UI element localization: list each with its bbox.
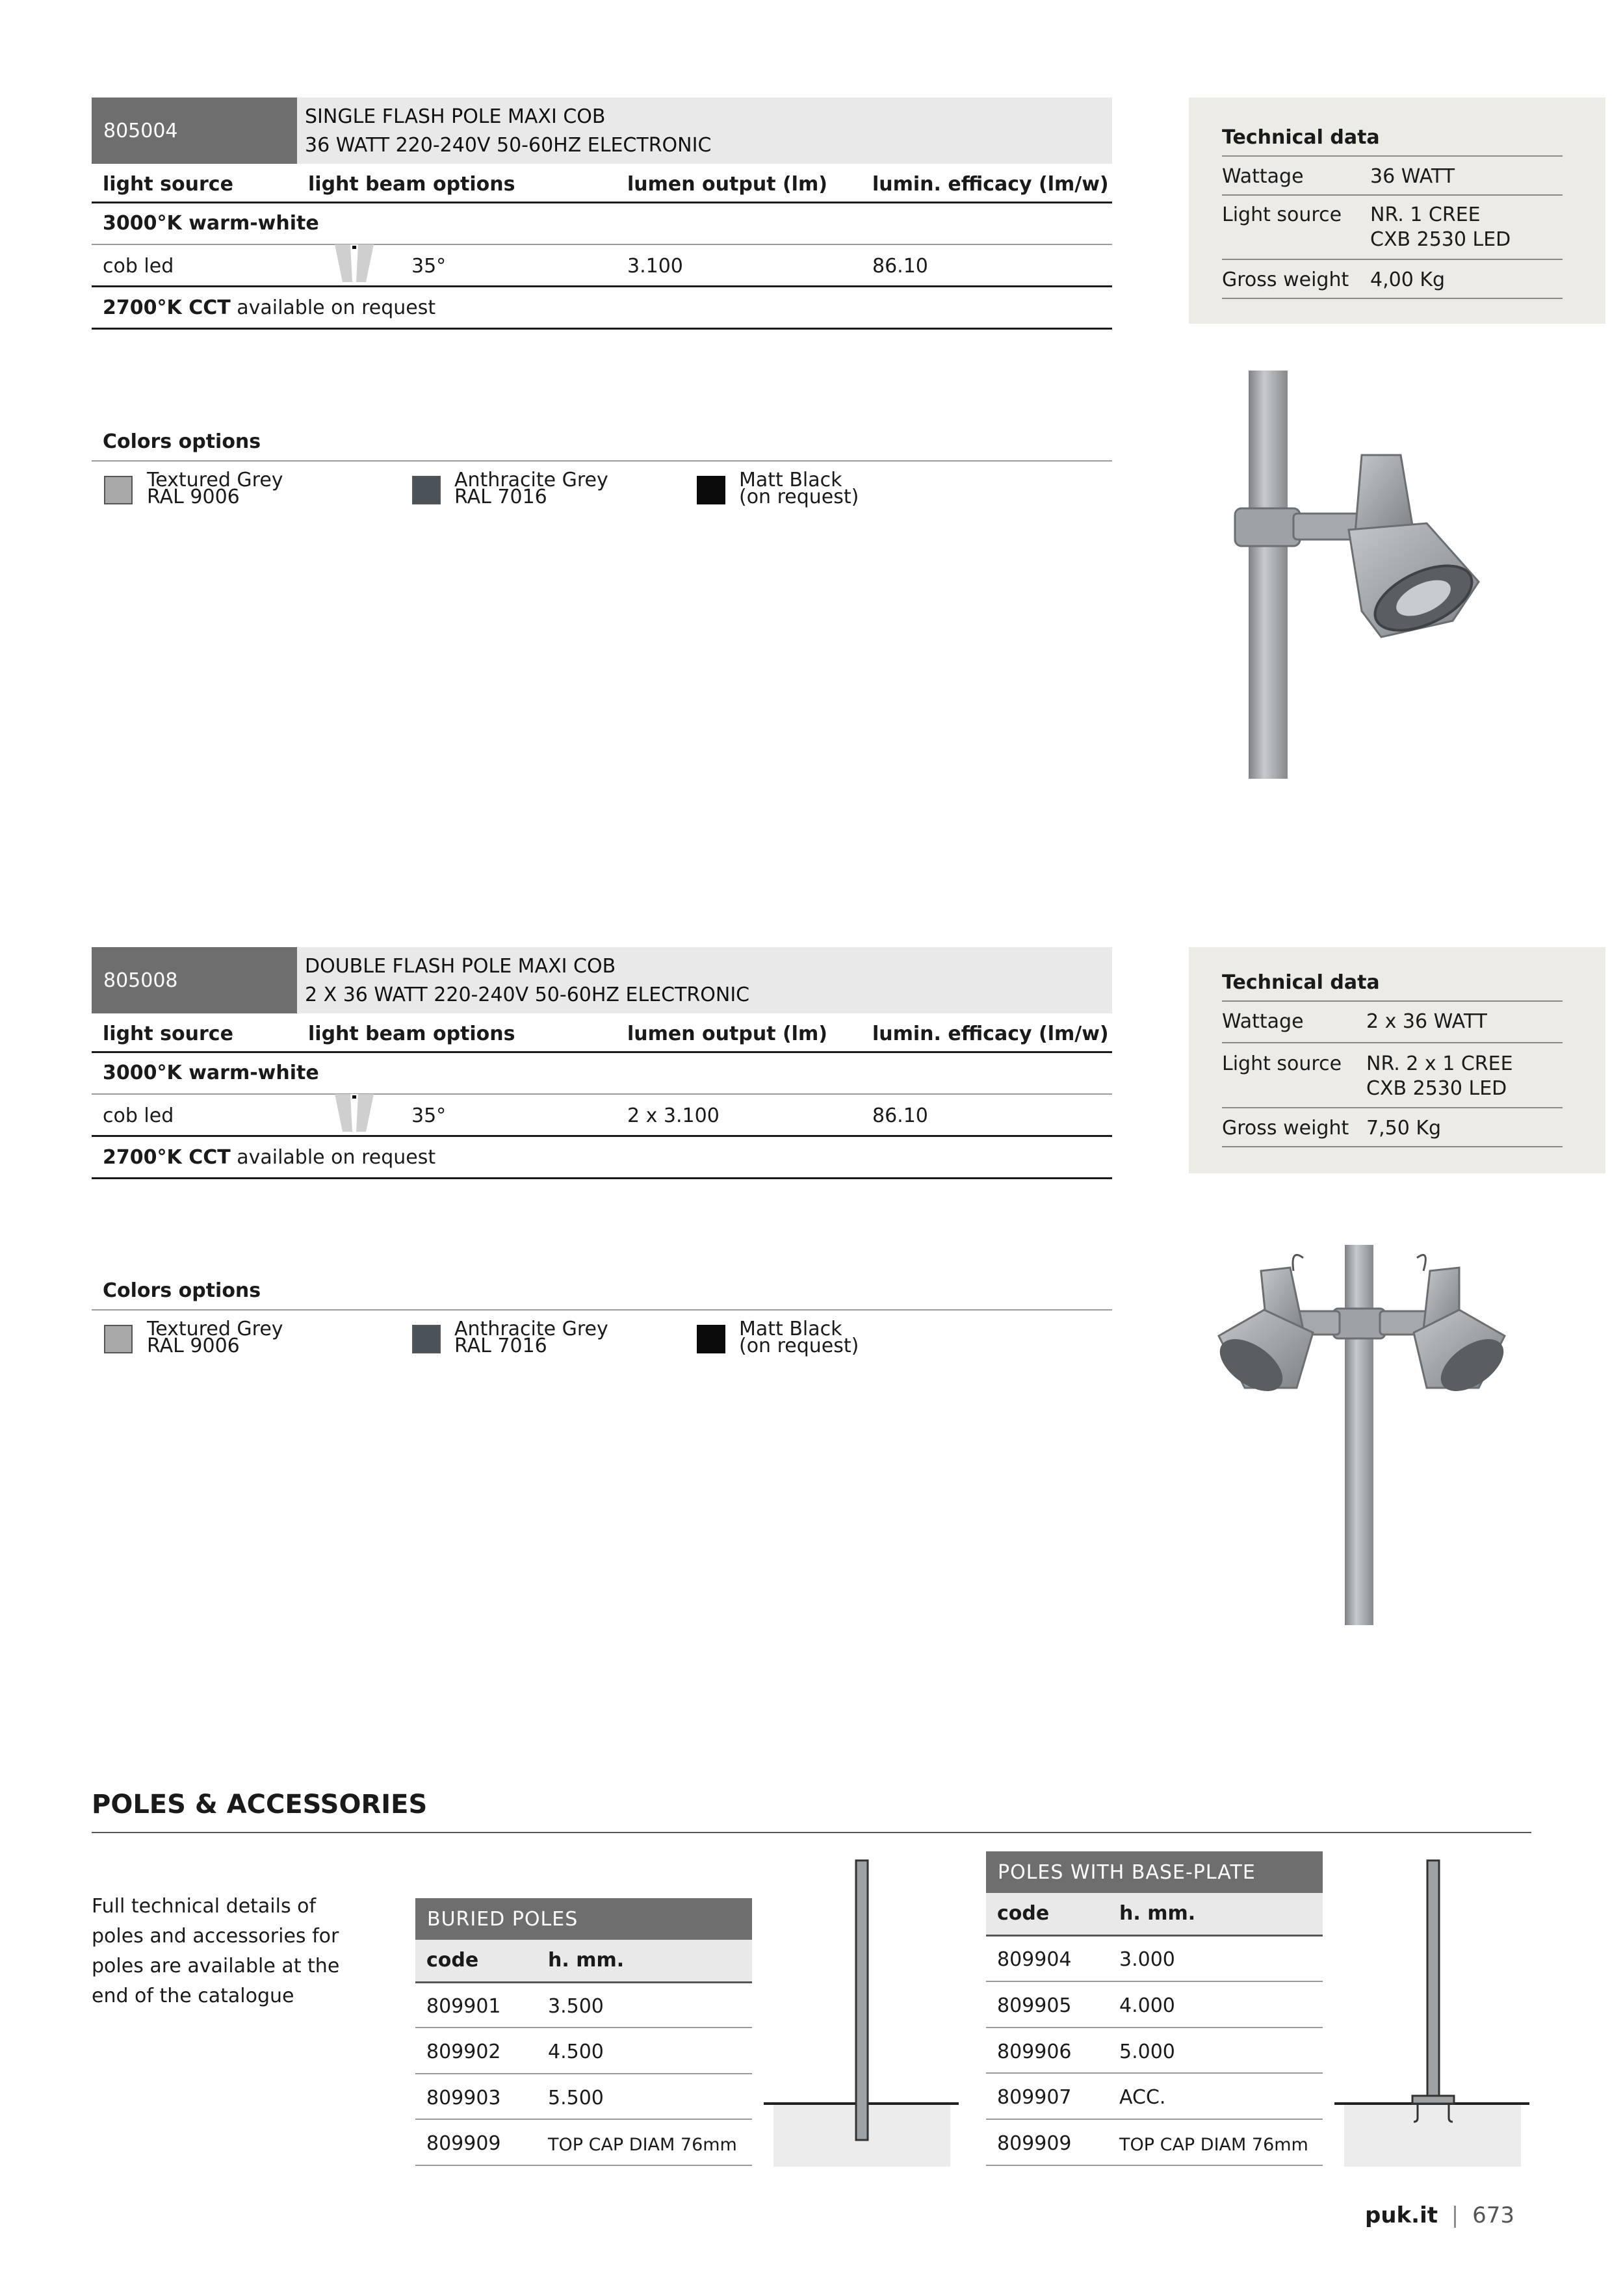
tech-label: Gross weight (1222, 268, 1349, 291)
color-code: RAL 7016 (454, 486, 547, 508)
divider (986, 2072, 1323, 2074)
lumen-value: 2 x 3.100 (627, 1104, 720, 1127)
color-swatch-anthracite-grey (412, 1325, 441, 1353)
page-number: 673 (1472, 2202, 1514, 2228)
tech-value: 7,50 Kg (1366, 1117, 1442, 1140)
col-height: h. mm. (548, 1949, 625, 1972)
tech-value: 2 x 36 WATT (1366, 1010, 1487, 1033)
divider (92, 460, 1112, 462)
tech-label: Gross weight (1222, 1117, 1349, 1140)
product-title-box (297, 98, 1112, 164)
beam-angle-icon (335, 1094, 374, 1132)
technical-data-title: Technical data (1222, 971, 1380, 994)
divider (1222, 298, 1563, 299)
col-code: code (997, 1902, 1050, 1925)
divider (92, 244, 1112, 245)
divider (1222, 259, 1563, 260)
footer-separator: | (1451, 2202, 1459, 2228)
product-title: DOUBLE FLASH POLE MAXI COB (305, 955, 616, 978)
table-cell: 5.000 (1119, 2041, 1175, 2063)
efficacy-value: 86.10 (872, 255, 928, 278)
group-label: 3000°K warm-white (103, 1062, 319, 1084)
tech-value-line2: CXB 2530 LED (1370, 228, 1511, 251)
col-light-source: light source (103, 1023, 233, 1045)
divider (986, 2119, 1323, 2120)
color-code: RAL 7016 (454, 1335, 547, 1357)
colors-title: Colors options (103, 430, 261, 453)
intro-line: Full technical details of (92, 1895, 317, 1918)
col-efficacy: lumin. efficacy (lm/w) (872, 173, 1109, 196)
cct-note-bold: 2700°K CCT (103, 296, 231, 319)
divider (92, 202, 1112, 203)
cct-note (103, 1145, 435, 1171)
table-cell: 809909 (997, 2132, 1072, 2155)
table-cell: 809907 (997, 2086, 1072, 2109)
poles-heading: POLES & ACCESSORIES (92, 1790, 428, 1820)
col-beam: light beam options (308, 1023, 515, 1045)
table-cell: 809903 (426, 2087, 501, 2109)
divider (415, 2073, 752, 2074)
poles-intro (92, 1892, 339, 2011)
divider (1222, 1107, 1563, 1108)
tech-label: Light source (1222, 203, 1342, 226)
cct-note (103, 295, 435, 321)
table-cell: 5.500 (548, 2087, 604, 2109)
divider (986, 2027, 1323, 2028)
divider (1222, 194, 1563, 196)
single-flash-pole-image (1222, 364, 1495, 780)
table-cell: TOP CAP DIAM 76mm (1119, 2135, 1308, 2155)
source-value: cob led (103, 1104, 174, 1127)
color-name: Anthracite Grey (454, 1318, 608, 1340)
col-lumen: lumen output (lm) (627, 173, 827, 196)
color-swatch-anthracite-grey (412, 476, 441, 504)
divider (1222, 1042, 1563, 1043)
table-cell: ACC. (1119, 2086, 1166, 2109)
product-subtitle: 2 X 36 WATT 220-240V 50-60HZ ELECTRONIC (305, 984, 750, 1006)
tech-label: Wattage (1222, 165, 1304, 188)
double-flash-pole-image (1206, 1238, 1518, 1628)
divider (92, 1051, 1112, 1053)
tech-label: Wattage (1222, 1010, 1304, 1033)
color-name: Matt Black (739, 469, 842, 491)
color-code: (on request) (739, 1335, 859, 1357)
col-beam: light beam options (308, 173, 515, 196)
divider (92, 1093, 1112, 1095)
divider (986, 1981, 1323, 1982)
col-lumen: lumen output (lm) (627, 1023, 827, 1045)
col-code: code (426, 1949, 479, 1972)
source-value: cob led (103, 255, 174, 278)
table-cell: 809901 (426, 1995, 501, 2018)
divider (92, 1309, 1112, 1311)
technical-data-box (1189, 98, 1605, 324)
divider (415, 2027, 752, 2028)
divider (415, 1981, 752, 1983)
product-code: 805004 (92, 98, 297, 164)
tech-value: 36 WATT (1370, 165, 1455, 188)
tech-value: NR. 2 x 1 CREE (1366, 1052, 1513, 1075)
beam-value: 35° (411, 255, 447, 278)
color-name: Textured Grey (147, 469, 283, 491)
table-cell: 809904 (997, 1948, 1072, 1971)
buried-poles-title: BURIED POLES (415, 1898, 752, 1940)
lumen-value: 3.100 (627, 255, 683, 278)
col-height: h. mm. (1119, 1902, 1196, 1925)
divider (92, 1832, 1531, 1833)
table-cell: 4.500 (548, 2041, 604, 2063)
tech-value: 4,00 Kg (1370, 268, 1446, 291)
tech-value-line2: CXB 2530 LED (1366, 1077, 1507, 1100)
divider (415, 2119, 752, 2120)
beam-angle-icon (335, 244, 374, 282)
baseplate-poles-title: POLES WITH BASE-PLATE (986, 1851, 1323, 1893)
color-code: (on request) (739, 486, 859, 508)
color-swatch-matt-black (697, 1325, 725, 1353)
product-title: SINGLE FLASH POLE MAXI COB (305, 105, 606, 128)
color-swatch-textured-grey (104, 476, 133, 504)
cct-note-rest: available on request (230, 1146, 436, 1169)
divider (1222, 1000, 1563, 1002)
group-label: 3000°K warm-white (103, 212, 319, 235)
intro-line: poles and accessories for (92, 1925, 339, 1948)
divider (415, 2165, 752, 2166)
table-cell: 809902 (426, 2041, 501, 2063)
technical-data-box (1189, 947, 1605, 1173)
technical-data-title: Technical data (1222, 126, 1380, 149)
divider (92, 328, 1112, 330)
table-cell: 809909 (426, 2132, 501, 2155)
color-code: RAL 9006 (147, 486, 240, 508)
tech-label: Light source (1222, 1052, 1342, 1075)
beam-value: 35° (411, 1104, 447, 1127)
divider (986, 2165, 1323, 2166)
col-efficacy: lumin. efficacy (lm/w) (872, 1023, 1109, 1045)
col-light-source: light source (103, 173, 233, 196)
cct-note-bold: 2700°K CCT (103, 1146, 231, 1169)
divider (1222, 155, 1563, 157)
product-subtitle: 36 WATT 220-240V 50-60HZ ELECTRONIC (305, 134, 712, 157)
color-swatch-textured-grey (104, 1325, 133, 1353)
divider (92, 1135, 1112, 1137)
color-code: RAL 9006 (147, 1335, 240, 1357)
product-code: 805008 (92, 947, 297, 1013)
table-cell: TOP CAP DIAM 76mm (548, 2135, 737, 2155)
divider (986, 1935, 1323, 1937)
color-swatch-matt-black (697, 476, 725, 504)
product-title-box (297, 947, 1112, 1013)
colors-title: Colors options (103, 1279, 261, 1302)
buried-pole-diagram (760, 1859, 962, 2171)
table-cell: 809905 (997, 1994, 1072, 2017)
color-name: Matt Black (739, 1318, 842, 1340)
table-cell: 3.000 (1119, 1948, 1175, 1971)
intro-line: poles are available at the (92, 1955, 340, 1977)
divider (92, 1177, 1112, 1179)
cct-note-rest: available on request (230, 296, 436, 319)
efficacy-value: 86.10 (872, 1104, 928, 1127)
tech-value: NR. 1 CREE (1370, 203, 1481, 226)
divider (1222, 1146, 1563, 1147)
table-cell: 809906 (997, 2041, 1072, 2063)
baseplate-pole-diagram (1331, 1859, 1533, 2171)
color-name: Anthracite Grey (454, 469, 608, 491)
page-footer (1365, 2201, 1514, 2230)
color-name: Textured Grey (147, 1318, 283, 1340)
table-cell: 4.000 (1119, 1994, 1175, 2017)
intro-line: end of the catalogue (92, 1985, 294, 2007)
table-cell: 3.500 (548, 1995, 604, 2018)
divider (92, 285, 1112, 287)
footer-brand[interactable]: puk.it (1365, 2202, 1438, 2228)
